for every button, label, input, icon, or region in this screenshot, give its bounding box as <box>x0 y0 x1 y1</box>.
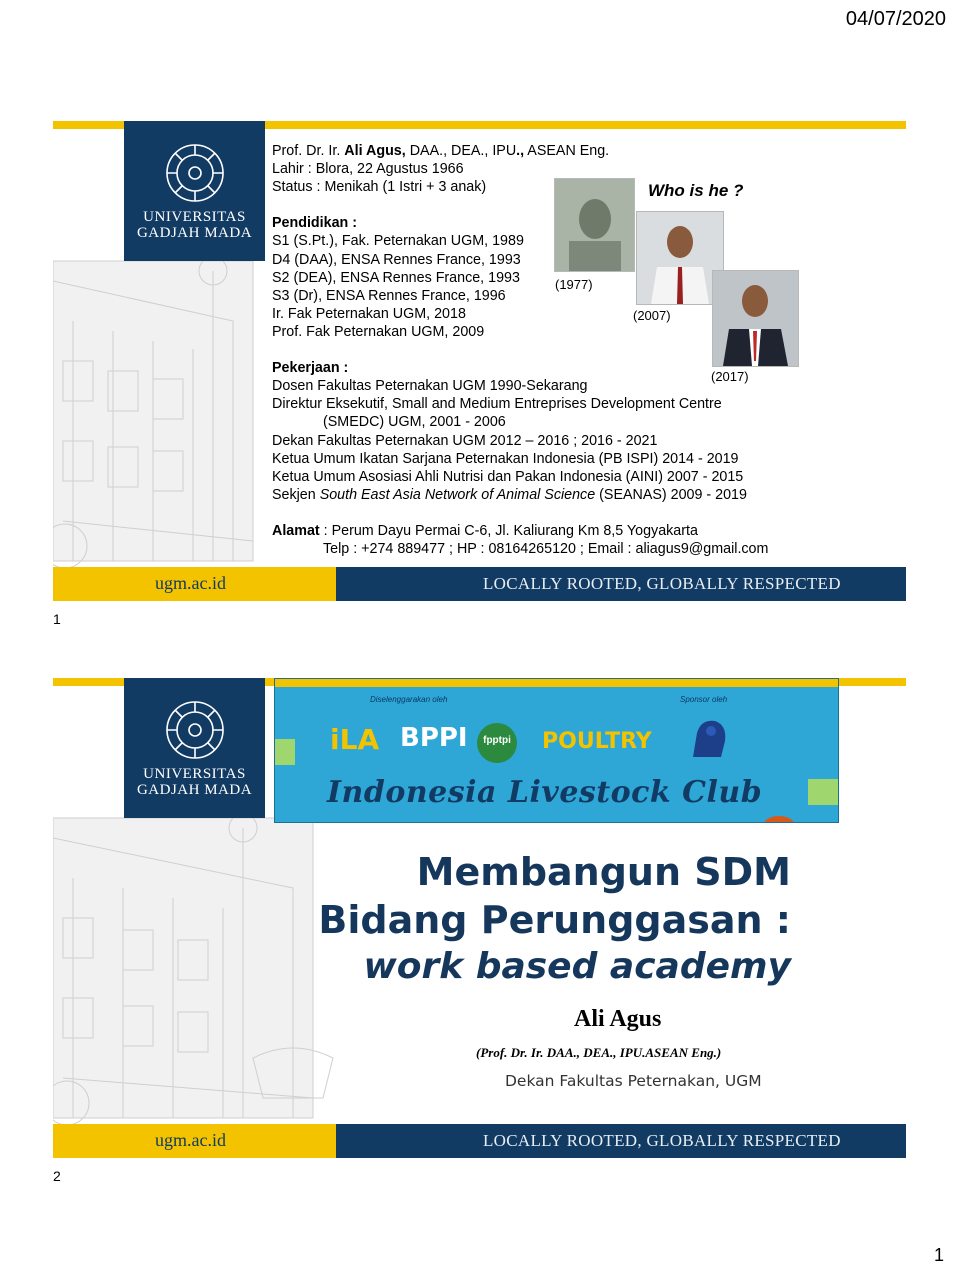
presentation-title-line1: Membangun SDM <box>416 850 791 894</box>
page-number: 1 <box>933 1245 944 1265</box>
author-position: Dekan Fakultas Peternakan, UGM <box>505 1072 762 1090</box>
footer-tagline: LOCALLY ROOTED, GLOBALLY RESPECTED <box>483 1131 841 1150</box>
education-item: S3 (Dr), ENSA Rennes France, 1996 <box>272 287 506 304</box>
fpptpi-logo <box>477 723 517 763</box>
club-name: Indonesia Livestock Club <box>327 775 763 810</box>
photo-caption: (1977) <box>555 277 593 292</box>
slide-1 <box>53 121 906 601</box>
education-item: Ir. Fak Peternakan UGM, 2018 <box>272 305 466 322</box>
slide-footer <box>53 1124 906 1158</box>
work-item: Ketua Umum Ikatan Sarjana Peternakan Indonesia (PB ISPI) 2014 - 2019 <box>272 450 739 467</box>
footer-tagline: LOCALLY ROOTED, GLOBALLY RESPECTED <box>483 574 841 593</box>
ugm-crest-panel <box>124 121 265 261</box>
presentation-title-line3: work based academy <box>363 946 791 987</box>
bppi-logo: BPPI <box>400 723 468 753</box>
university-name-line1: UNIVERSITAS <box>143 209 246 225</box>
slide-2 <box>53 678 906 1158</box>
fpptpi-logo-text: fpptpi <box>483 735 511 746</box>
cv-status: Status : Menikah (1 Istri + 3 anak) <box>272 179 487 196</box>
work-item: Direktur Eksekutif, Small and Medium Entreprises Development Centre <box>272 396 722 413</box>
education-heading: Pendidikan : <box>272 215 357 232</box>
education-item: S1 (S.Pt.), Fak. Peternakan UGM, 1989 <box>272 233 524 250</box>
education-item: S2 (DEA), ENSA Rennes France, 1993 <box>272 269 520 286</box>
work-item: (SMEDC) UGM, 2001 - 2006 <box>323 414 506 431</box>
education-item: D4 (DAA), ENSA Rennes France, 1993 <box>272 251 521 268</box>
photo-1977 <box>554 178 635 272</box>
photo-2017 <box>712 270 799 367</box>
photo-2007 <box>636 211 724 305</box>
author-name: Ali Agus <box>574 1006 662 1032</box>
university-name-line1: UNIVERSITAS <box>143 766 246 782</box>
cv-address: Alamat : Perum Dayu Permai C-6, Jl. Kaliurang Km 8,5 Yogyakarta <box>272 522 698 539</box>
cv-contact: Telp : +274 889477 ; HP : 08164265120 ; Email : aliagus9@gmail.com <box>323 541 769 558</box>
ugm-emblem-icon <box>163 698 227 762</box>
photo-caption: (2017) <box>711 369 749 384</box>
ugm-crest-panel <box>124 678 265 818</box>
work-item: Dosen Fakultas Peternakan UGM 1990-Sekarang <box>272 378 588 395</box>
ila-logo: iLA <box>330 723 380 756</box>
author-credentials: (Prof. Dr. Ir. DAA., DEA., IPU.ASEAN Eng.) <box>476 1045 722 1060</box>
ugm-emblem-icon <box>163 141 227 205</box>
work-item: Dekan Fakultas Peternakan UGM 2012 – 2016 ; 2016 - 2021 <box>272 432 658 449</box>
cv-birth: Lahir : Blora, 22 Agustus 1966 <box>272 161 464 178</box>
slide-number: 2 <box>53 1168 61 1184</box>
poultry-logo: POULTRY <box>542 729 652 754</box>
work-item: Sekjen South East Asia Network of Animal Science (SEANAS) 2009 - 2019 <box>272 486 747 503</box>
slide-number: 1 <box>53 611 61 627</box>
print-date: 04/07/2020 <box>845 8 946 30</box>
cv-name: Prof. Dr. Ir. Ali Agus, DAA., DEA., IPU., ASEAN Eng. <box>272 143 610 159</box>
organizer-label: Diselenggarakan oleh <box>370 695 448 704</box>
slide-footer <box>53 567 906 601</box>
university-name-line2: GADJAH MADA <box>136 225 253 241</box>
cv-text <box>272 142 768 558</box>
footer-url: ugm.ac.id <box>155 573 226 593</box>
livestock-club-banner <box>274 678 839 823</box>
who-is-he-label: Who is he ? <box>648 181 744 200</box>
work-heading: Pekerjaan : <box>272 360 349 377</box>
presentation-title-line2: Bidang Perunggasan : <box>318 898 791 942</box>
education-item: Prof. Fak Peternakan UGM, 2009 <box>272 323 485 340</box>
work-item: Ketua Umum Asosiasi Ahli Nutrisi dan Pakan Indonesia (AINI) 2007 - 2015 <box>272 468 744 485</box>
footer-url: ugm.ac.id <box>155 1130 226 1150</box>
lion-logo-icon <box>687 713 731 763</box>
photo-caption: (2007) <box>633 308 671 323</box>
sponsor-label: Sponsor oleh <box>680 695 728 704</box>
university-name-line2: GADJAH MADA <box>136 782 253 798</box>
